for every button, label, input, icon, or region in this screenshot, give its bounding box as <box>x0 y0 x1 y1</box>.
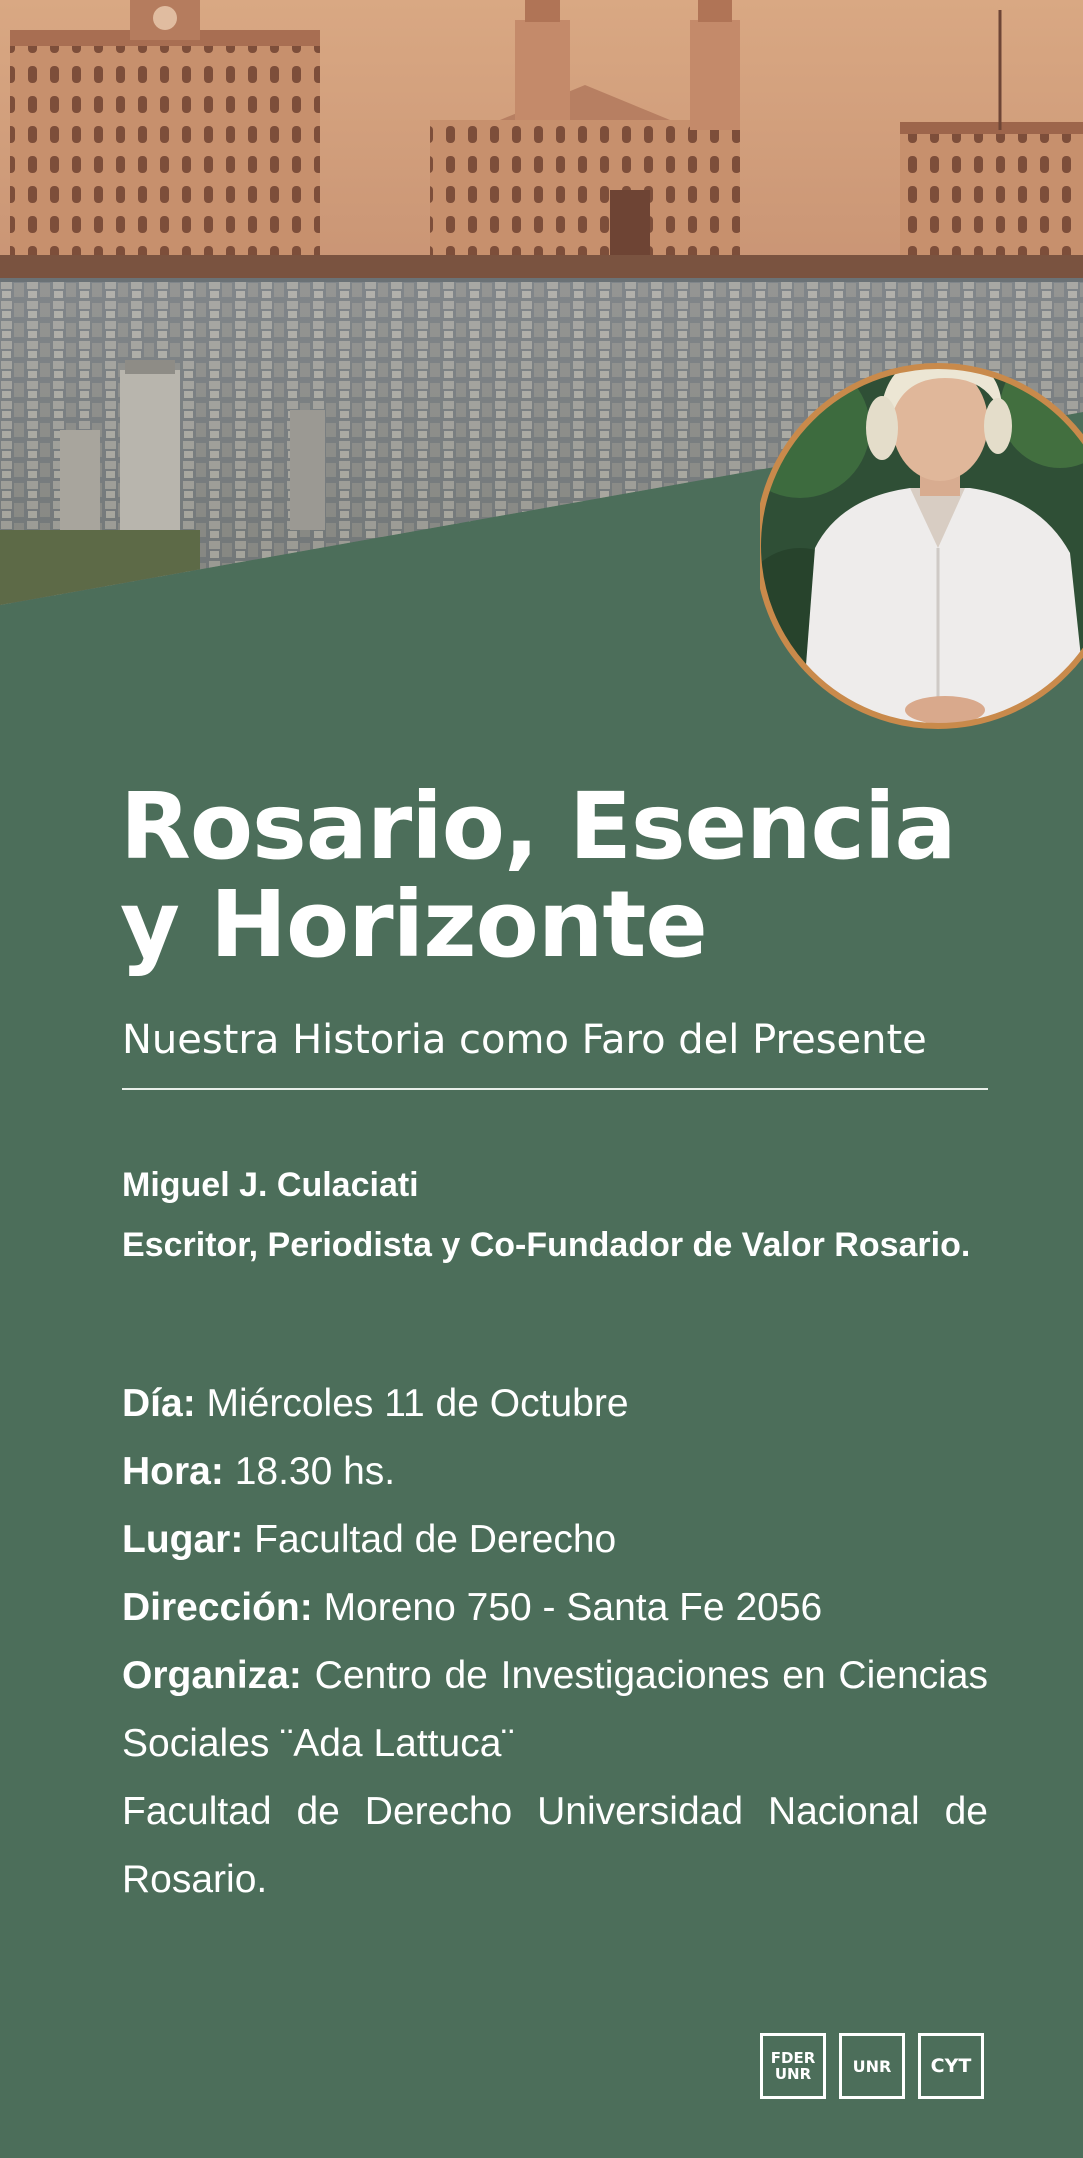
detail-address-label: Dirección: <box>122 1586 313 1629</box>
detail-day <box>122 1370 988 1438</box>
detail-organizer <box>122 1642 988 1778</box>
fder-logo-line-1: FDER <box>770 2049 816 2067</box>
detail-place-value: Facultad de Derecho <box>254 1518 617 1561</box>
fder-unr-logo <box>760 2033 826 2099</box>
detail-time-value: 18.30 hs. <box>234 1450 396 1493</box>
detail-place <box>122 1506 988 1574</box>
detail-address-value: Moreno 750 - Santa Fe 2056 <box>323 1586 823 1629</box>
detail-organizer-label: Organiza: <box>122 1654 302 1697</box>
fder-logo-line-2: UNR <box>774 2065 812 2083</box>
speaker-name: Miguel J. Culaciati <box>122 1166 419 1204</box>
event-title-line-1: Rosario, Esencia <box>120 773 956 880</box>
detail-place-label: Lugar: <box>122 1518 244 1561</box>
title-divider <box>122 1088 988 1090</box>
event-details <box>122 1370 988 1914</box>
cyt-logo: CYT <box>918 2033 984 2099</box>
detail-address <box>122 1574 988 1642</box>
event-subtitle: Nuestra Historia como Faro del Presente <box>122 1017 927 1063</box>
detail-time <box>122 1438 988 1506</box>
unr-logo: UNR <box>839 2033 905 2099</box>
detail-organizer-extra: Facultad de Derecho Universidad Nacional de Rosario. <box>122 1790 988 1901</box>
sponsor-logos <box>760 2033 986 2101</box>
detail-time-label: Hora: <box>122 1450 224 1493</box>
detail-organizer-value: Centro de Investigaciones en Ciencias Sociales ¨Ada Lattuca¨ <box>122 1654 988 1765</box>
detail-day-label: Día: <box>122 1382 196 1425</box>
detail-day-value: Miércoles 11 de Octubre <box>206 1382 629 1425</box>
speaker-portrait-image <box>760 348 1083 743</box>
event-title <box>120 773 1020 978</box>
speaker-block <box>122 1155 1022 1275</box>
event-title-line-2: y Horizonte <box>120 871 707 978</box>
speaker-role: Escritor, Periodista y Co-Fundador de Valor Rosario. <box>122 1226 971 1264</box>
